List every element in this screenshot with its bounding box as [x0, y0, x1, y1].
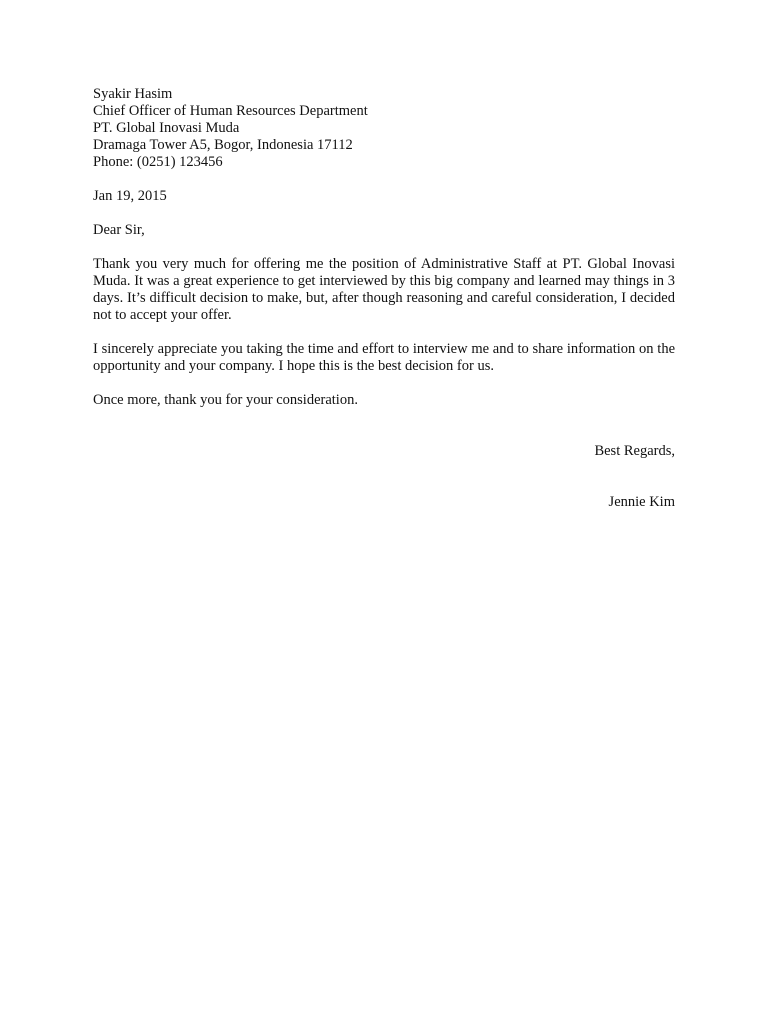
- closing-phrase: Best Regards,: [594, 443, 675, 459]
- body-paragraph-3: Once more, thank you for your consideration.: [93, 392, 358, 408]
- recipient-address: Dramaga Tower A5, Bogor, Indonesia 17112: [93, 137, 353, 153]
- recipient-phone: Phone: (0251) 123456: [93, 154, 223, 170]
- body-paragraph-1: Thank you very much for offering me the position of Administrative Staff at PT. Global Inovasi Muda. It was a great experience to get interviewed by this big company and learned may things in 3 days. It’s difficult decision to make, but, after though reasoning and careful consideration, I decided not to accept your offer.: [93, 256, 675, 323]
- recipient-name: Syakir Hasim: [93, 86, 173, 102]
- body-paragraph-2: I sincerely appreciate you taking the time and effort to interview me and to share information on the opportunity and your company. I hope this is the best decision for us.: [93, 341, 675, 374]
- recipient-company: PT. Global Inovasi Muda: [93, 120, 240, 136]
- recipient-block: [93, 86, 675, 171]
- letter-content: [93, 86, 675, 511]
- signature-name: Jennie Kim: [608, 494, 675, 510]
- salutation: Dear Sir,: [93, 222, 145, 238]
- letter-date: Jan 19, 2015: [93, 188, 167, 204]
- recipient-title: Chief Officer of Human Resources Department: [93, 103, 368, 119]
